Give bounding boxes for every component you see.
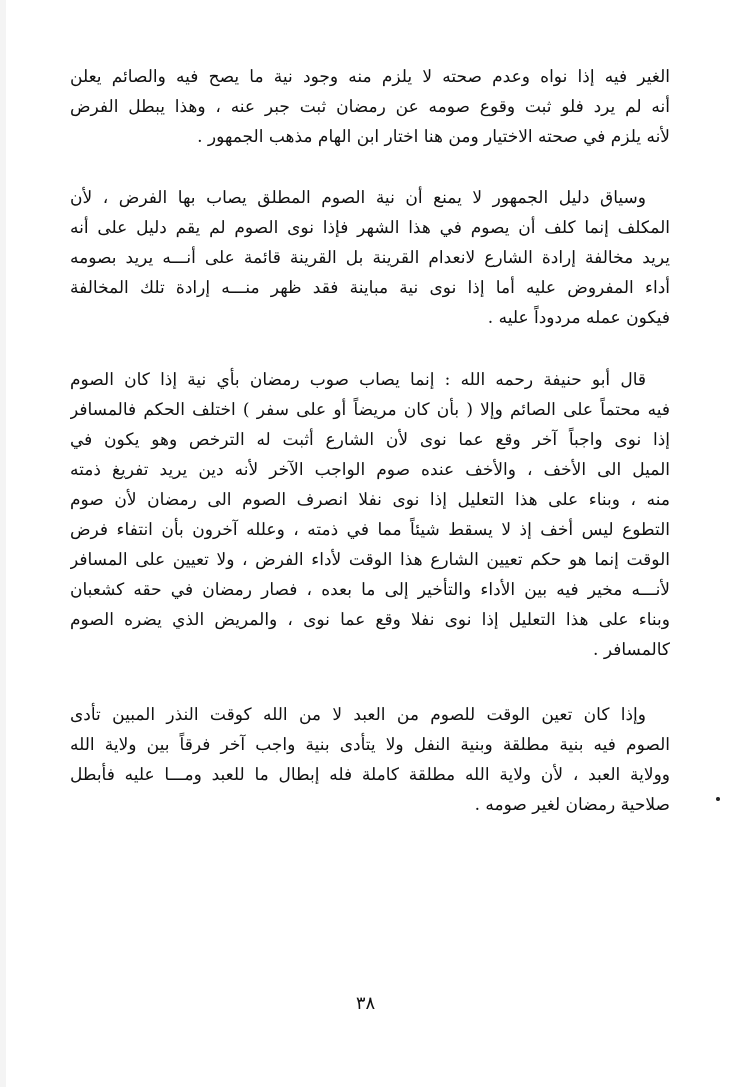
text-line: إذا نوى واجباً آخر وقع عما نوى لأن الشارع أثبت له الترخص وهو يكون في xyxy=(70,430,670,450)
text-line: لأنـــه مخير فيه بين الأداء والتأخير إلى ما بعده ، فصار رمضان في حقه كشعبان xyxy=(70,580,670,600)
text-line: قال أبو حنيفة رحمه الله : إنما يصاب صوب رمضان بأي نية إذا كان الصوم xyxy=(70,370,646,390)
text-line: فيكون عمله مردوداً عليه . xyxy=(487,308,670,328)
text-line: المكلف إنما كلف أن يصوم في هذا الشهر فإذا نوى الصوم لم يقم دليل على أنه xyxy=(70,218,670,238)
text-line: وولاية العبد ، لأن ولاية الله مطلقة كاملة فله إبطال ما للعبد ومـــا عليه فأبطل xyxy=(70,765,670,785)
text-line: أنه لم يرد فلو ثبت وقوع صومه عن رمضان ثبت جبر عنه ، وهذا يبطل الفرض xyxy=(70,97,670,117)
text-line: الغير فيه إذا نواه وعدم صحته لا يلزم منه وجود نية ما يصح فيه والصائم يعلن xyxy=(70,67,670,87)
text-line: يريد مخالفة إرادة الشارع لانعدام القرينة بل القرينة قائمة على أنـــه يريد بصومه xyxy=(70,248,670,268)
page-number: ٣٨ xyxy=(355,993,376,1014)
text-line: الوقت إنما هو حكم تعيين الشارع هذا الوقت لأداء الفرض ، ولا تعيين على المسافر xyxy=(70,550,670,570)
text-line: كالمسافر . xyxy=(593,640,670,660)
text-line: فيه محتماً على الصائم وإلا ( بأن كان مريضاً أو على سفر ) اختلف الحكم فالمسافر xyxy=(70,400,670,420)
text-line: الصوم فيه بنية مطلقة وبنية النفل ولا يتأدى بنية واجب آخر فرقاً بين ولاية الله xyxy=(70,735,670,755)
paragraph-3 xyxy=(70,365,670,665)
paragraph-1 xyxy=(70,62,670,152)
text-line: وإذا كان تعين الوقت للصوم من العبد لا من الله كوقت النذر المبين تأدى xyxy=(70,705,646,725)
paragraph-4 xyxy=(70,700,670,820)
text-line: وبناء على هذا التعليل إذا نوى نفلا وقع عما نوى ، والمريض الذي يضره الصوم xyxy=(70,610,670,630)
text-line: التطوع ليس أخف إذ لا يسقط شيئاً مما في ذمته ، وعلله آخرون بأن انتفاء فرض xyxy=(70,520,670,540)
text-line: صلاحية رمضان لغير صومه . xyxy=(474,795,670,815)
text-line: وسياق دليل الجمهور لا يمنع أن نية الصوم المطلق يصاب بها الفرض ، لأن xyxy=(70,188,646,208)
text-line: الميل الى الأخف ، والأخف عنده صوم الواجب الآخر لأنه دين يريد تفريغ ذمته xyxy=(70,460,670,480)
text-line: منه ، وبناء على هذا التعليل إذا نوى نفلا انصرف الصوم الى رمضان لأن صوم xyxy=(70,490,670,510)
scan-edge xyxy=(0,0,6,1087)
text-line: لأنه يلزم في صحته الاختيار ومن هنا اختار ابن الهام مذهب الجمهور . xyxy=(197,127,670,147)
ink-speck xyxy=(716,797,720,801)
paragraph-2 xyxy=(70,183,670,333)
text-line: أداء المفروض عليه أما إذا نوى نية مباينة فقد ظهر منـــه إرادة تلك المخالفة xyxy=(70,278,670,298)
